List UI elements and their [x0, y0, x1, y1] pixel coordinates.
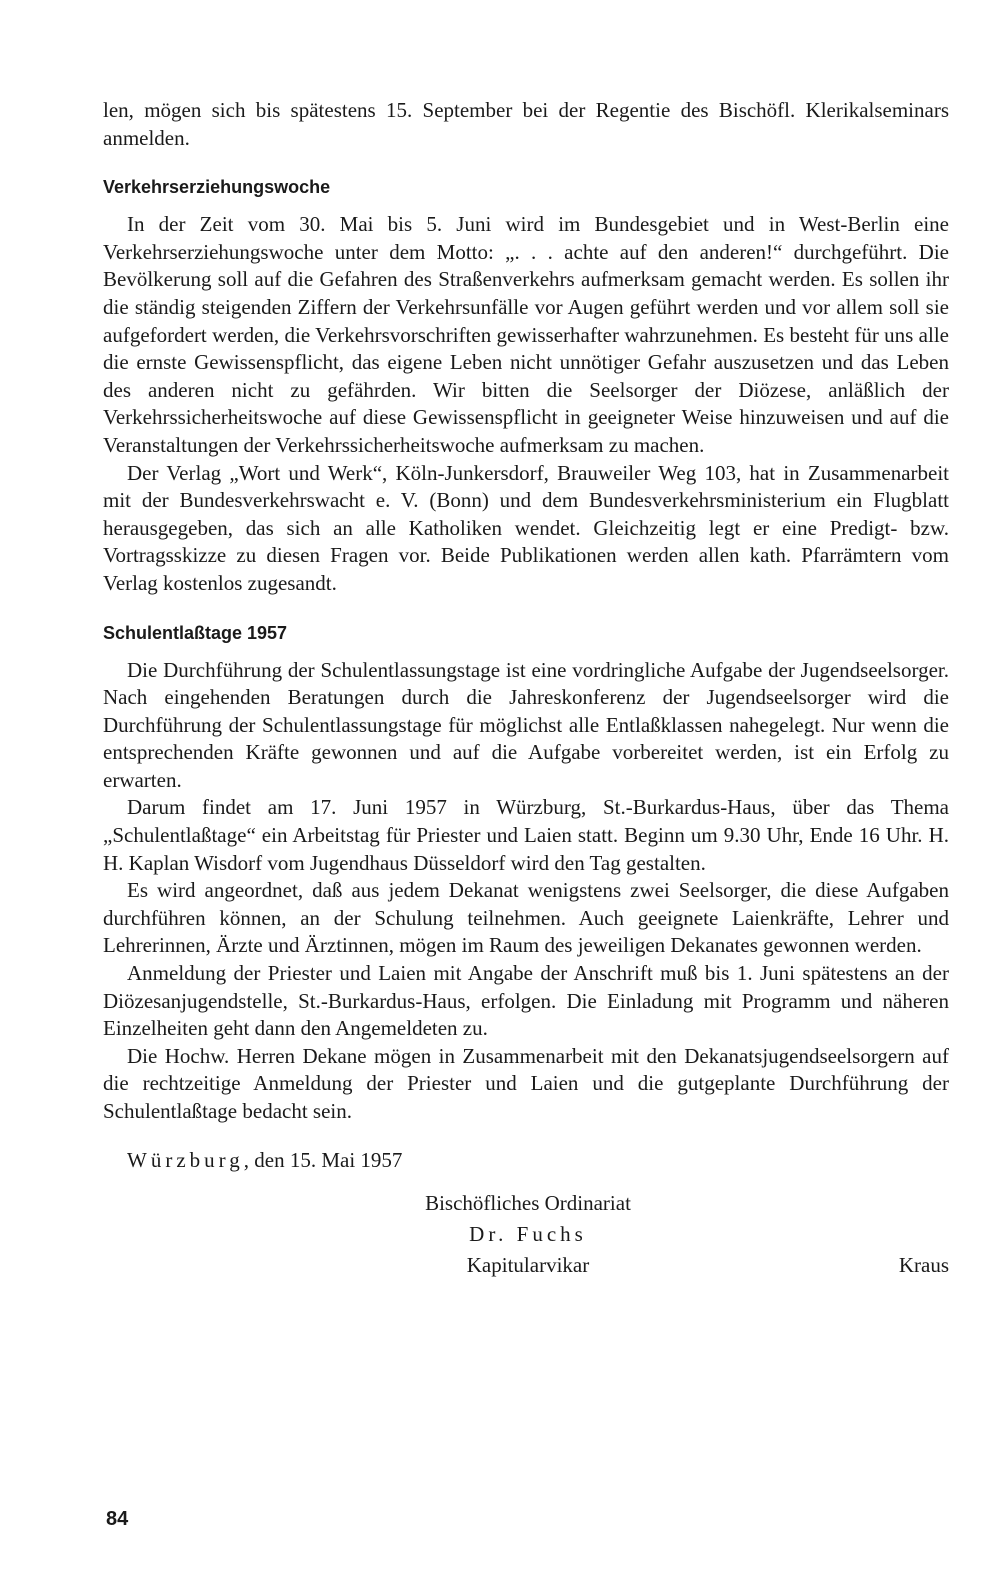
document-page — [103, 97, 949, 1284]
section2-paragraph-5: Die Hochw. Herren Dekane mögen in Zusammenarbeit mit den Dekanatsjugendseelsorgern auf die rechtzeitige Anmeldung der Priester und Laien und die gutgeplante Durchführung der Schulentlaßtage bedacht sein. — [103, 1043, 949, 1123]
page-number: 84 — [106, 1508, 129, 1530]
section1-paragraph-1: In der Zeit vom 30. Mai bis 5. Juni wird im Bundesgebiet und in West-Berlin eine Verkehrserziehungswoche unter dem Motto: „. . . achte auf den anderen!“ durchgeführt. Die Bevölkerung soll auf die Gefahren des Straßenverkehrs aufmerksam gemacht werden. Es sollen ihr die ständig steigenden Ziffern der Verkehrsunfälle vor Augen geführt werden und vor allem soll sie aufgefordert werden, die Verkehrsvorschriften gewisserhafter wahrzunehmen. Es besteht für uns alle die ernste Gewissenspflicht, das eigene Leben nicht unnötiger Gefahr auszusetzen und das Leben des anderen nicht zu gefährden. Wir bitten die Seelsorger der Diözese, anläßlich der Verkehrssicherheitswoche auf diese Gewissenspflicht in geeigneter Weise hinzuweisen und auf die Veranstaltungen der Verkehrssicherheitswoche aufmerksam zu machen. — [103, 212, 949, 457]
section-heading-verkehrserziehungswoche: Verkehrserziehungswoche — [103, 177, 331, 198]
place-date-line — [103, 1146, 949, 1174]
section2-paragraph-1: Die Durchführung der Schulentlassungstage ist eine vordringliche Aufgabe der Jugendseelsorger. Nach eingehenden Beratungen durch die Jahreskonferenz der Jugendseelsorger wird die Durchführung der Schulentlassungstage für möglichst alle Entlaßklassen nahegelegt. Nur wenn die entsprechenden Kräfte gewonnen und auf die Aufgabe vorbereitet werden, ist ein Erfolg zu erwarten. — [103, 657, 949, 792]
signer-title: Kapitularvikar — [466, 1252, 590, 1277]
issuing-authority: Bischöfliches Ordinariat — [425, 1190, 631, 1215]
closing-date: , den 15. Mai 1957 — [243, 1147, 403, 1172]
section2-paragraph-2: Darum findet am 17. Juni 1957 in Würzburg, St.-Burkardus-Haus, über das Thema „Schulentlaßtage“ ein Arbeitstag für Priester und Laien statt. Beginn um 9.30 Uhr, Ende 16 Uhr. H. H. Kaplan Wisdorf vom Jugendhaus Düsseldorf wird den Tag gestalten. — [103, 795, 949, 875]
section2-paragraph-4: Anmeldung der Priester und Laien mit Angabe der Anschrift muß bis 1. Juni spätestens an der Diözesanjugendstelle, St.-Burkardus-Haus, erfolgen. Die Einladung mit Programm und näheren Einzelheiten geht dann den Angemeldeten zu. — [103, 961, 949, 1041]
signature-center — [398, 1188, 658, 1281]
section1-paragraph-2: Der Verlag „Wort und Werk“, Köln-Junkersdorf, Brauweiler Weg 103, hat in Zusammenarbeit mit der Bundesverkehrswacht e. V. (Bonn) und dem Bundesverkehrsministerium ein Flugblatt herausgegeben, das sich an alle Katholiken wendet. Gleichzeitig legt er eine Predigt- bzw. Vortragsskizze zu diesen Fragen vor. Beide Publikationen werden allen kath. Pfarrämtern vom Verlag kostenlos zugesandt. — [103, 460, 949, 595]
cosigner-name: Kraus — [898, 1252, 949, 1277]
section-heading-schulentlasstage: Schulentlaßtage 1957 — [103, 622, 288, 643]
signature-block — [103, 1188, 949, 1284]
place-name: Würzburg — [127, 1147, 244, 1172]
section2-paragraph-3: Es wird angeordnet, daß aus jedem Dekanat wenigstens zwei Seelsorger, die diese Aufgaben durchführen können, an der Schulung teilnehmen. Auch geeignete Laienkräfte, Lehrer und Lehrerinnen, Ärzte und Ärztinnen, mögen im Raum des jeweiligen Dekanates gewonnen werden. — [103, 878, 949, 958]
intro-paragraph: len, mögen sich bis spätestens 15. September bei der Regentie des Bischöfl. Klerikalseminars anmelden. — [103, 98, 949, 150]
signer-name: Dr. Fuchs — [469, 1221, 587, 1246]
